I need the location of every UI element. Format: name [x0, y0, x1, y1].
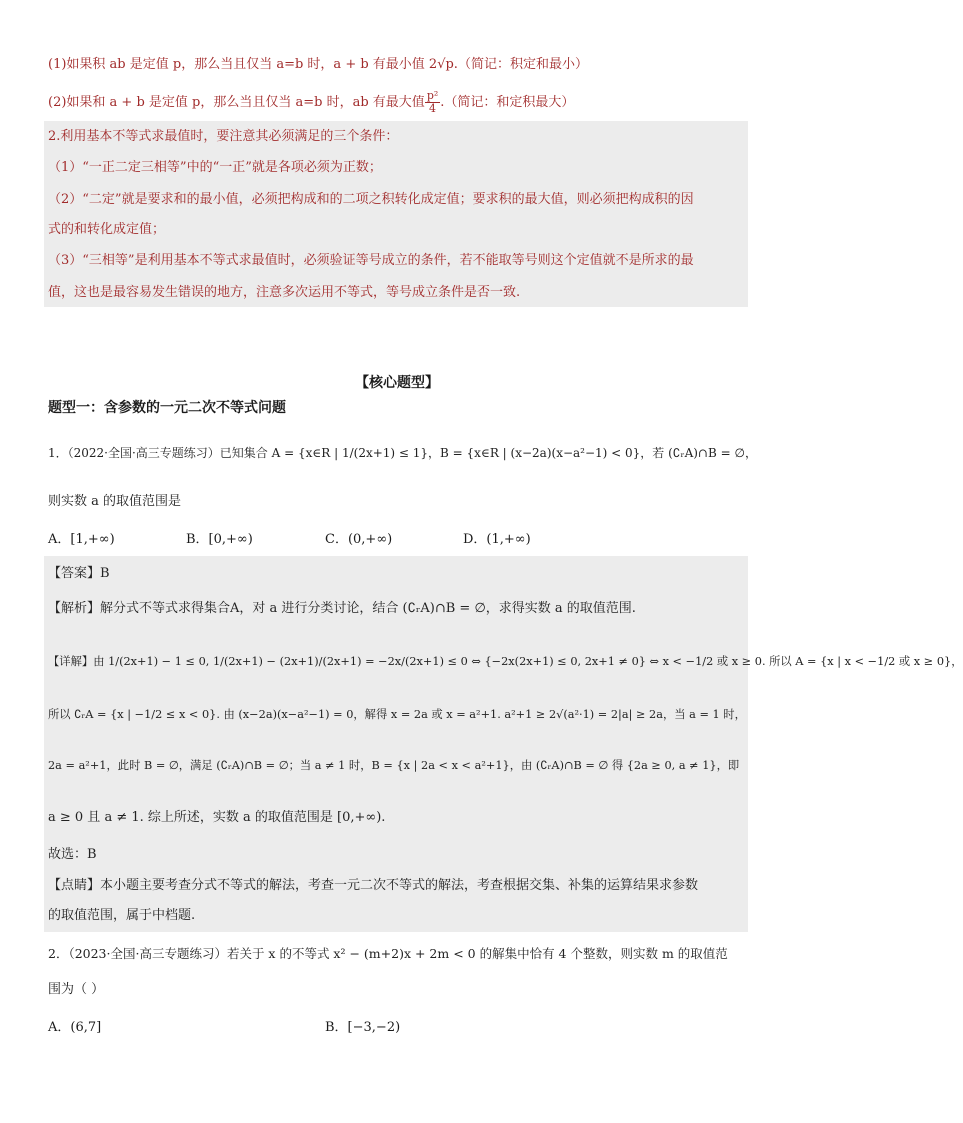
q1-option-a: A．[1,+∞)	[48, 532, 115, 547]
q1-detail-line-2: 所以 ∁ᵣA = {x | −1/2 ≤ x < 0}. 由 (x−2a)(x−a²−1) = 0，解得 x = 2a 或 x = a²+1. a²+1 ≥ 2√(a²·1) = 2|a| ≥ 2a，当 a = 1 时，	[48, 708, 746, 721]
conditions-box	[44, 121, 748, 307]
q1-option-d: D．(1,+∞)	[463, 532, 531, 547]
type-title: 题型一：含参数的一元二次不等式问题	[48, 400, 286, 416]
section-title: 【核心题型】	[355, 375, 439, 391]
q2-stem-line-1: 2．（2023·全国·高三专题练习）若关于 x 的不等式 x² − (m+2)x + 2m < 0 的解集中恰有 4 个整数，则实数 m 的取值范	[48, 946, 728, 961]
q2-option-a: A．(6,7]	[48, 1020, 102, 1035]
theory-item-2-pre: (2)如果和 a + b 是定值 p，那么当且仅当 a=b 时，ab 有最大值	[48, 95, 425, 110]
q1-detail-line-1: 【详解】由 1/(2x+1) − 1 ≤ 0, 1/(2x+1) − (2x+1)/(2x+1) = −2x/(2x+1) ≤ 0 ⇔ {−2x(2x+1) ≤ 0, 2x+1 ≠ 0} ⇔ x < −1/2 或 x ≥ 0. 所以 A = {x | x < −1/2 或 x ≥ 0}，	[48, 655, 963, 668]
q1-stem-line-2: 则实数 a 的取值范围是	[48, 494, 182, 509]
fraction-numerator: p²	[426, 89, 439, 102]
condition-2-line-1: （2）“二定”就是要求和的最小值，必须把构成和的二项之积转化成定值；要求积的最大值，则必须把构成积的因	[48, 192, 694, 207]
q1-option-b: B．[0,+∞)	[186, 532, 253, 547]
conditions-title: 2.利用基本不等式求最值时，要注意其必须满足的三个条件：	[48, 129, 399, 144]
q2-option-b: B．[−3,−2)	[325, 1020, 401, 1035]
q1-stem-line-1: 1．（2022·全国·高三专题练习）已知集合 A = {x∈R | 1/(2x+1) ≤ 1}，B = {x∈R | (x−2a)(x−a²−1) < 0}，若 (∁ᵣA)∩B = ∅，	[48, 446, 757, 460]
theory-item-2-fraction	[425, 90, 440, 115]
q1-choice: 故选：B	[48, 847, 97, 862]
q2-stem-line-2: 围为（ ）	[48, 982, 105, 997]
fraction-denominator: 4	[429, 102, 437, 115]
q1-answer: 【答案】B	[48, 566, 110, 581]
condition-2-line-2: 式的和转化成定值；	[48, 222, 166, 237]
condition-3-line-1: （3）“三相等”是利用基本不等式求最值时，必须验证等号成立的条件，若不能取等号则这个定值就不是所求的最	[48, 253, 694, 268]
theory-item-2	[48, 90, 574, 115]
q1-comment-line-1: 【点睛】本小题主要考查分式不等式的解法，考查一元二次不等式的解法，考查根据交集、补集的运算结果求参数	[48, 878, 699, 893]
q1-detail-line-4: a ≥ 0 且 a ≠ 1. 综上所述，实数 a 的取值范围是 [0,+∞).	[48, 810, 386, 825]
q1-comment-line-2: 的取值范围，属于中档题.	[48, 908, 196, 923]
q1-detail-line-3: 2a = a²+1，此时 B = ∅，满足 (∁ᵣA)∩B = ∅；当 a ≠ 1 时，B = {x | 2a < x < a²+1}，由 (∁ᵣA)∩B = ∅ 得 {2a ≥ 0, a ≠ 1}，即	[48, 759, 740, 772]
theory-item-2-post: .（简记：和定积最大）	[440, 95, 575, 110]
q1-option-c: C．(0,+∞)	[325, 532, 393, 547]
q1-analysis: 【解析】解分式不等式求得集合A，对 a 进行分类讨论，结合 (∁ᵣA)∩B = ∅，求得实数 a 的取值范围.	[48, 601, 636, 616]
theory-item-1: (1)如果积 ab 是定值 p，那么当且仅当 a=b 时，a + b 有最小值 2√p.（简记：积定和最小）	[48, 57, 588, 72]
condition-3-line-2: 值，这也是最容易发生错误的地方，注意多次运用不等式，等号成立条件是否一致.	[48, 285, 521, 300]
condition-1: （1）“一正二定三相等”中的“一正”就是各项必须为正数；	[48, 160, 382, 175]
